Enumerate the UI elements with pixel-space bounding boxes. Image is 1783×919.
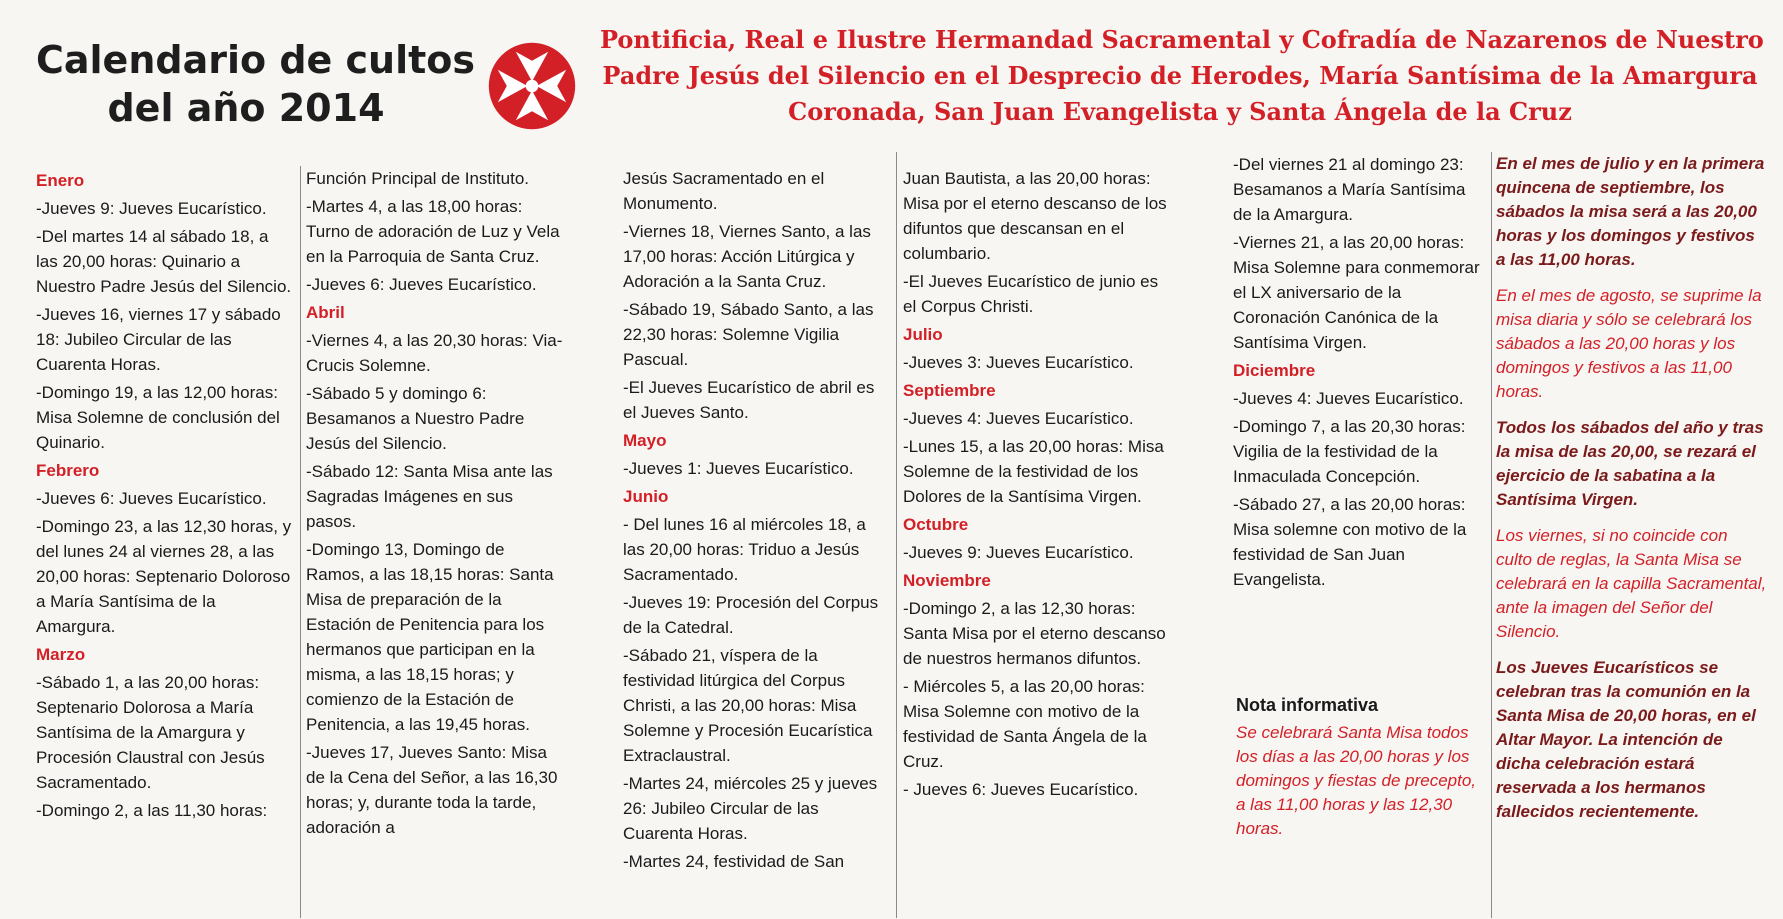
event-entry: - Miércoles 5, a las 20,00 horas: Misa Solemne con motivo de la festividad de Santa Ángela de la Cruz. <box>903 677 1147 771</box>
event-entry: -Sábado 12: Santa Misa ante las Sagradas Imágenes en sus pasos. <box>306 462 553 531</box>
month-heading: Febrero <box>36 461 100 480</box>
event-entry: -Sábado 21, víspera de la festividad litúrgica del Corpus Christi, a las 20,00 horas: Misa Solemne y Procesión Eucarística Extraclaustral. <box>623 646 873 765</box>
event-entry: -Viernes 4, a las 20,30 horas: Via-Crucis Solemne. <box>306 331 563 375</box>
event-entry: -Jueves 16, viernes 17 y sábado 18: Jubileo Circular de las Cuarenta Horas. <box>36 305 281 374</box>
event-entry: Juan Bautista, a las 20,00 horas: Misa por el eterno descanso de los difuntos que descansan en el columbario. <box>903 169 1167 263</box>
event-entry: -Jueves 19: Procesión del Corpus de la Catedral. <box>623 593 879 637</box>
event-entry: Función Principal de Instituto. <box>306 169 530 188</box>
title-line-1: Calendario de cultos <box>36 38 476 82</box>
event-entry: Jesús Sacramentado en el Monumento. <box>623 169 825 213</box>
brotherhood-line-3: Coronada, San Juan Evangelista y Santa Ángela de la Cruz <box>788 97 1572 126</box>
title-line-2: del año 2014 <box>107 86 385 130</box>
column-divider <box>896 152 897 918</box>
event-entry: - Del lunes 16 al miércoles 18, a las 20,00 horas: Triduo a Jesús Sacramentado. <box>623 515 866 584</box>
event-entry: -Jueves 6: Jueves Eucarístico. <box>306 275 537 294</box>
nota-informativa-body: Se celebrará Santa Misa todos los días a las 20,00 horas y los domingos y fiestas de precepto, a las 11,00 horas y las 12,30 horas. <box>1236 723 1477 838</box>
event-entry: -Jueves 9: Jueves Eucarístico. <box>36 199 267 218</box>
calendar-column-1 <box>36 166 294 918</box>
side-notes <box>1496 152 1768 836</box>
side-note: En el mes de agosto, se suprime la misa diaria y sólo se celebrará los sábados a las 20,00 horas y los domingos y festivos a las 11,00 horas. <box>1496 286 1762 401</box>
event-entry: -El Jueves Eucarístico de junio es el Corpus Christi. <box>903 272 1159 316</box>
month-heading: Julio <box>903 325 943 344</box>
event-entry: -Domingo 23, a las 12,30 horas, y del lunes 24 al viernes 28, a las 20,00 horas: Septenario Doloroso a María Santísima de la Amargura. <box>36 517 292 636</box>
side-note: En el mes de julio y en la primera quincena de septiembre, los sábados la misa será a las 20,00 horas y los domingos y festivos a las 11,00 horas. <box>1496 154 1765 269</box>
event-entry: -Viernes 18, Viernes Santo, a las 17,00 horas: Acción Litúrgica y Adoración a la Santa Cruz. <box>623 222 871 291</box>
month-heading: Marzo <box>36 645 86 664</box>
event-entry: -Jueves 1: Jueves Eucarístico. <box>623 459 854 478</box>
calendar-column-3 <box>623 166 888 918</box>
brotherhood-line-1: Pontificia, Real e Ilustre Hermandad Sacramental y Cofradía de Nazarenos de Nuestro <box>600 25 1764 54</box>
event-entry: -Martes 4, a las 18,00 horas: Turno de adoración de Luz y Vela en la Parroquia de Santa Cruz. <box>306 197 560 266</box>
event-entry: -Viernes 21, a las 20,00 horas: Misa Solemne para conmemorar el LX aniversario de la Coronación Canónica de la Santísima Virgen. <box>1233 233 1480 352</box>
month-heading: Septiembre <box>903 381 996 400</box>
month-heading: Octubre <box>903 515 969 534</box>
event-entry: -El Jueves Eucarístico de abril es el Jueves Santo. <box>623 378 875 422</box>
column-divider <box>300 166 301 918</box>
column-divider <box>1491 152 1492 918</box>
month-heading: Junio <box>623 487 669 506</box>
event-entry: -Jueves 3: Jueves Eucarístico. <box>903 353 1134 372</box>
event-entry: -Jueves 9: Jueves Eucarístico. <box>903 543 1134 562</box>
month-heading: Mayo <box>623 431 667 450</box>
calendar-column-4 <box>903 166 1167 918</box>
brotherhood-line-2: Padre Jesús del Silencio en el Desprecio de Herodes, María Santísima de la Amargura <box>602 61 1758 90</box>
maltese-cross-icon <box>487 41 577 131</box>
event-entry: -Jueves 17, Jueves Santo: Misa de la Cena del Señor, a las 16,30 horas; y, durante toda la tarde, adoración a <box>306 743 558 837</box>
page-title <box>36 36 476 132</box>
event-entry: -Sábado 5 y domingo 6: Besamanos a Nuestro Padre Jesús del Silencio. <box>306 384 525 453</box>
event-entry: - Jueves 6: Jueves Eucarístico. <box>903 780 1139 799</box>
event-entry: -Martes 24, miércoles 25 y jueves 26: Jubileo Circular de las Cuarenta Horas. <box>623 774 878 843</box>
event-entry: -Sábado 19, Sábado Santo, a las 22,30 horas: Solemne Vigilia Pascual. <box>623 300 874 369</box>
side-note: Todos los sábados del año y tras la misa de las 20,00, se rezará el ejercicio de la sabatina a la Santísima Virgen. <box>1496 418 1764 509</box>
event-entry: -Sábado 27, a las 20,00 horas: Misa solemne con motivo de la festividad de San Juan Evangelista. <box>1233 495 1467 589</box>
event-entry: -Martes 24, festividad de San <box>623 852 845 871</box>
event-entry: -Domingo 7, a las 20,30 horas: Vigilia de la festividad de la Inmaculada Concepción. <box>1233 417 1466 486</box>
side-note: Los viernes, si no coincide con culto de reglas, la Santa Misa se celebrará en la capilla Sacramental, ante la imagen del Señor del Silencio. <box>1496 526 1767 641</box>
event-entry: -Del martes 14 al sábado 18, a las 20,00 horas: Quinario a Nuestro Padre Jesús del Silencio. <box>36 227 292 296</box>
month-heading: Abril <box>306 303 345 322</box>
event-entry: -Sábado 1, a las 20,00 horas: Septenario Dolorosa a María Santísima de la Amargura y Procesión Claustral con Jesús Sacramentado. <box>36 673 265 792</box>
event-entry: -Jueves 6: Jueves Eucarístico. <box>36 489 267 508</box>
event-entry: -Del viernes 21 al domingo 23: Besamanos a María Santísima de la Amargura. <box>1233 155 1466 224</box>
event-entry: -Domingo 19, a las 12,00 horas: Misa Solemne de conclusión del Quinario. <box>36 383 280 452</box>
event-entry: -Domingo 2, a las 11,30 horas: <box>36 801 268 820</box>
event-entry: -Jueves 4: Jueves Eucarístico. <box>1233 389 1464 408</box>
brotherhood-name <box>600 22 1764 130</box>
event-entry: -Domingo 2, a las 12,30 horas: Santa Misa por el eterno descanso de nuestros hermanos difuntos. <box>903 599 1166 668</box>
side-note: Los Jueves Eucarísticos se celebran tras la comunión en la Santa Misa de 20,00 horas, en el Altar Mayor. La intención de dicha celebración estará reservada a los hermanos fallecidos recientemente. <box>1496 658 1756 821</box>
calendar-column-2 <box>306 166 566 918</box>
event-entry: -Lunes 15, a las 20,00 horas: Misa Solemne de la festividad de los Dolores de la Santísima Virgen. <box>903 437 1164 506</box>
event-entry: -Jueves 4: Jueves Eucarístico. <box>903 409 1134 428</box>
month-heading: Diciembre <box>1233 361 1316 380</box>
month-heading: Noviembre <box>903 571 991 590</box>
event-entry: -Domingo 13, Domingo de Ramos, a las 18,15 horas: Santa Misa de preparación de la Estación de Penitencia para los hermanos que participan en la misma, a las 18,15 horas; y comienzo de la Estación de Penitencia, a las 19,45 horas. <box>306 540 554 734</box>
nota-informativa-heading: Nota informativa <box>1236 695 1379 715</box>
month-heading: Enero <box>36 171 85 190</box>
